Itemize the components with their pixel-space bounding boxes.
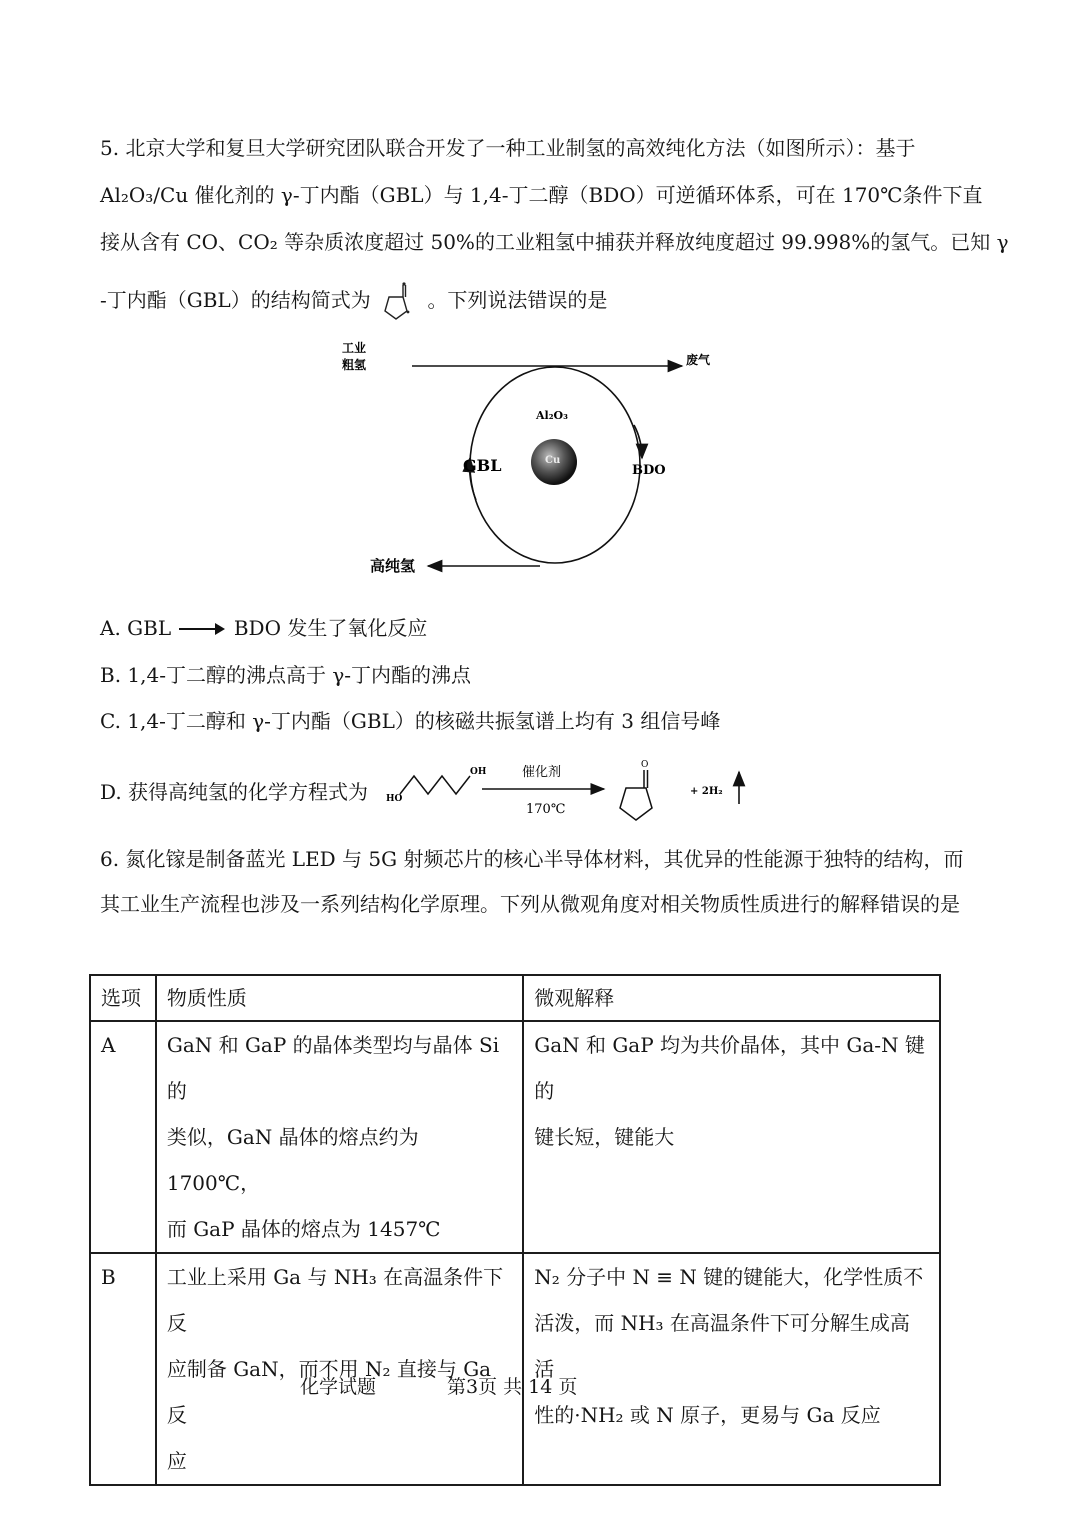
product-h2: + 2H₂ (690, 786, 723, 797)
row-b-option: B (90, 1253, 156, 1485)
input-label-line-1: 工业 (342, 341, 367, 355)
row-b-property-line-2: 应制备 GaN，而不用 N₂ 直接与 Ga 反 (166, 1357, 492, 1427)
footer-subject: 化学试题 (300, 1376, 377, 1398)
row-a-option: A (90, 1021, 156, 1253)
table-row (90, 1253, 940, 1485)
catalyst-condition: 催化剂 (522, 765, 562, 780)
right-species-label: BDO (632, 463, 666, 478)
row-a-property (156, 1021, 523, 1253)
table-header-row (90, 975, 940, 1021)
header-option: 选项 (90, 975, 156, 1021)
q5-stem-line-3: 接从含有 CO、CO₂ 等杂质浓度超过 50%的工业粗氢中捕获并释放纯度超过 99.998%的氢气。已知 γ (100, 230, 1009, 254)
q6-stem-line-1: 6. 氮化镓是制备蓝光 LED 与 5G 射频芯片的核心半导体材料，其优异的性能源于独特的结构，而 (100, 847, 964, 871)
gbl-ring (620, 788, 652, 820)
row-a-explanation (523, 1021, 940, 1253)
header-property: 物质性质 (156, 975, 523, 1021)
q5-stem-line-4-after: 。下列说法错误的是 (427, 288, 608, 312)
row-b-property (156, 1253, 523, 1485)
option-d-equation (382, 758, 762, 828)
header-explanation: 微观解释 (523, 975, 940, 1021)
row-b-explanation (523, 1253, 940, 1485)
row-a-property-line-1: GaN 和 GaP 的晶体类型均与晶体 Si 的 (166, 1033, 500, 1103)
input-label-line-2: 粗氢 (342, 358, 367, 372)
table-row (90, 1021, 940, 1253)
product-label: 高纯氢 (370, 557, 416, 575)
option-a-prefix: A. GBL (100, 616, 172, 640)
bdo-oh-label: OH (470, 767, 487, 777)
catalyst-support-label: Al₂O₃ (536, 409, 568, 422)
bdo-ho-label: HO (386, 794, 403, 804)
row-a-property-line-2: 类似，GaN 晶体的熔点约为 1700℃， (166, 1125, 419, 1195)
option-b: B. 1,4-丁二醇的沸点高于 γ-丁内酯的沸点 (100, 663, 472, 687)
q5-stem-line-4-before: -丁内酯（GBL）的结构简式为 (100, 288, 371, 312)
output-label: 废气 (686, 353, 711, 367)
gbl-carbonyl-o: O (641, 760, 649, 770)
q5-stem-line-1: 5. 北京大学和复旦大学研究团队联合开发了一种工业制氢的高效纯化方法（如图所示）：基于 (100, 136, 916, 160)
q5-stem-line-2: Al₂O₃/Cu 催化剂的 γ-丁内酯（GBL）与 1,4-丁二醇（BDO）可逆循环体系，可在 170℃条件下直 (100, 183, 983, 207)
bdo-chain (400, 776, 470, 794)
row-b-explanation-line-1: N₂ 分子中 N ≡ N 键的键能大，化学性质不 (534, 1265, 924, 1289)
row-b-explanation-line-2: 活泼，而 NH₃ 在高温条件下可分解生成高活 (534, 1311, 910, 1381)
option-d: D. 获得高纯氢的化学方程式为 (100, 780, 369, 804)
temperature-condition: 170℃ (526, 802, 566, 817)
option-a-suffix: BDO 发生了氧化反应 (233, 616, 428, 640)
row-b-property-line-3: 应 (166, 1449, 187, 1473)
option-a (100, 614, 427, 642)
row-b-explanation-line-3: 性的·NH₂ 或 N 原子，更易与 Ga 反应 (534, 1403, 881, 1427)
q6-stem-line-2: 其工业生产流程也涉及一系列结构化学原理。下列从微观角度对相关物质性质进行的解释错误的是 (100, 892, 960, 916)
left-species-label: GBL (463, 456, 502, 475)
row-a-explanation-line-2: 键长短，键能大 (534, 1125, 675, 1149)
hydrogen-purification-diagram (330, 330, 750, 590)
row-b-property-line-1: 工业上采用 Ga 与 NH₃ 在高温条件下反 (166, 1265, 504, 1335)
q6-table (89, 974, 941, 1486)
gbl-structure-icon (377, 281, 421, 321)
row-a-explanation-line-1: GaN 和 GaP 均为共价晶体，其中 Ga-N 键的 (534, 1033, 925, 1103)
reaction-arrow-icon (177, 621, 227, 637)
catalyst-metal-label: Cu (545, 455, 561, 466)
q5-stem-line-4 (100, 281, 607, 321)
row-a-property-line-3: 而 GaP 晶体的熔点为 1457℃ (166, 1217, 441, 1241)
footer-page-number: 第3页 共 14 页 (447, 1376, 578, 1398)
option-c: C. 1,4-丁二醇和 γ-丁内酯（GBL）的核磁共振氢谱上均有 3 组信号峰 (100, 709, 721, 733)
